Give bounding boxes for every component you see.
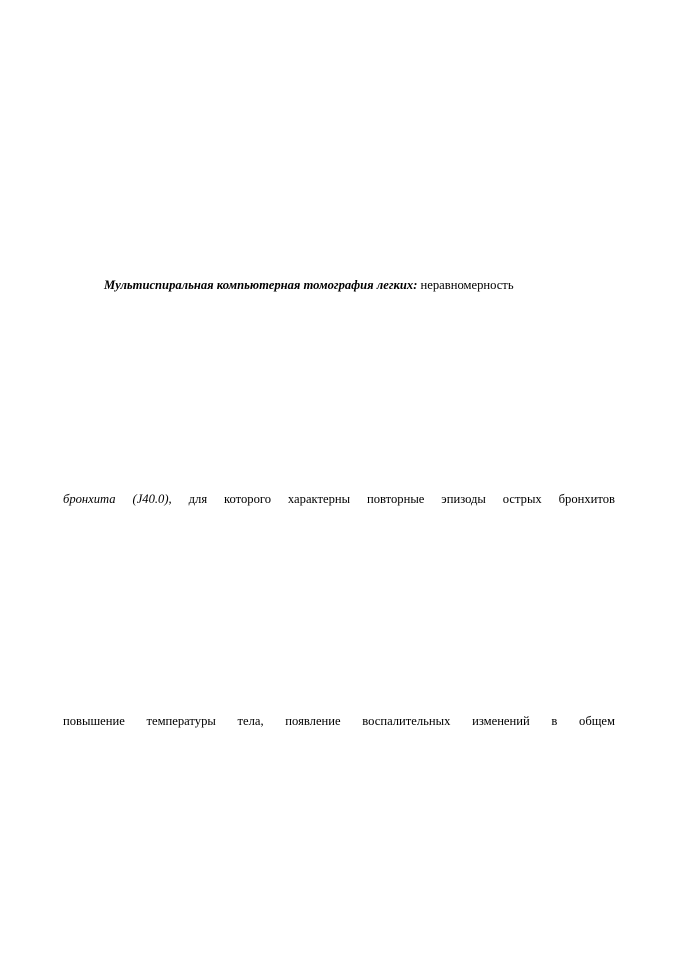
line-1-text: неравномерность	[417, 278, 514, 292]
line-2-text: для которого характерны повторные эпизоды острых бронхитов	[171, 492, 616, 506]
heading-phrase: Мультиспиральная компьютерная томография легких:	[104, 278, 418, 292]
text-line-2	[63, 491, 615, 507]
diagnosis-code-phrase: бронхита (J40.0),	[63, 492, 172, 506]
line-3-text: повышение температуры тела, появление воспалительных изменений в общем	[63, 714, 615, 728]
text-line-1	[104, 277, 514, 293]
text-line-3	[63, 713, 615, 729]
